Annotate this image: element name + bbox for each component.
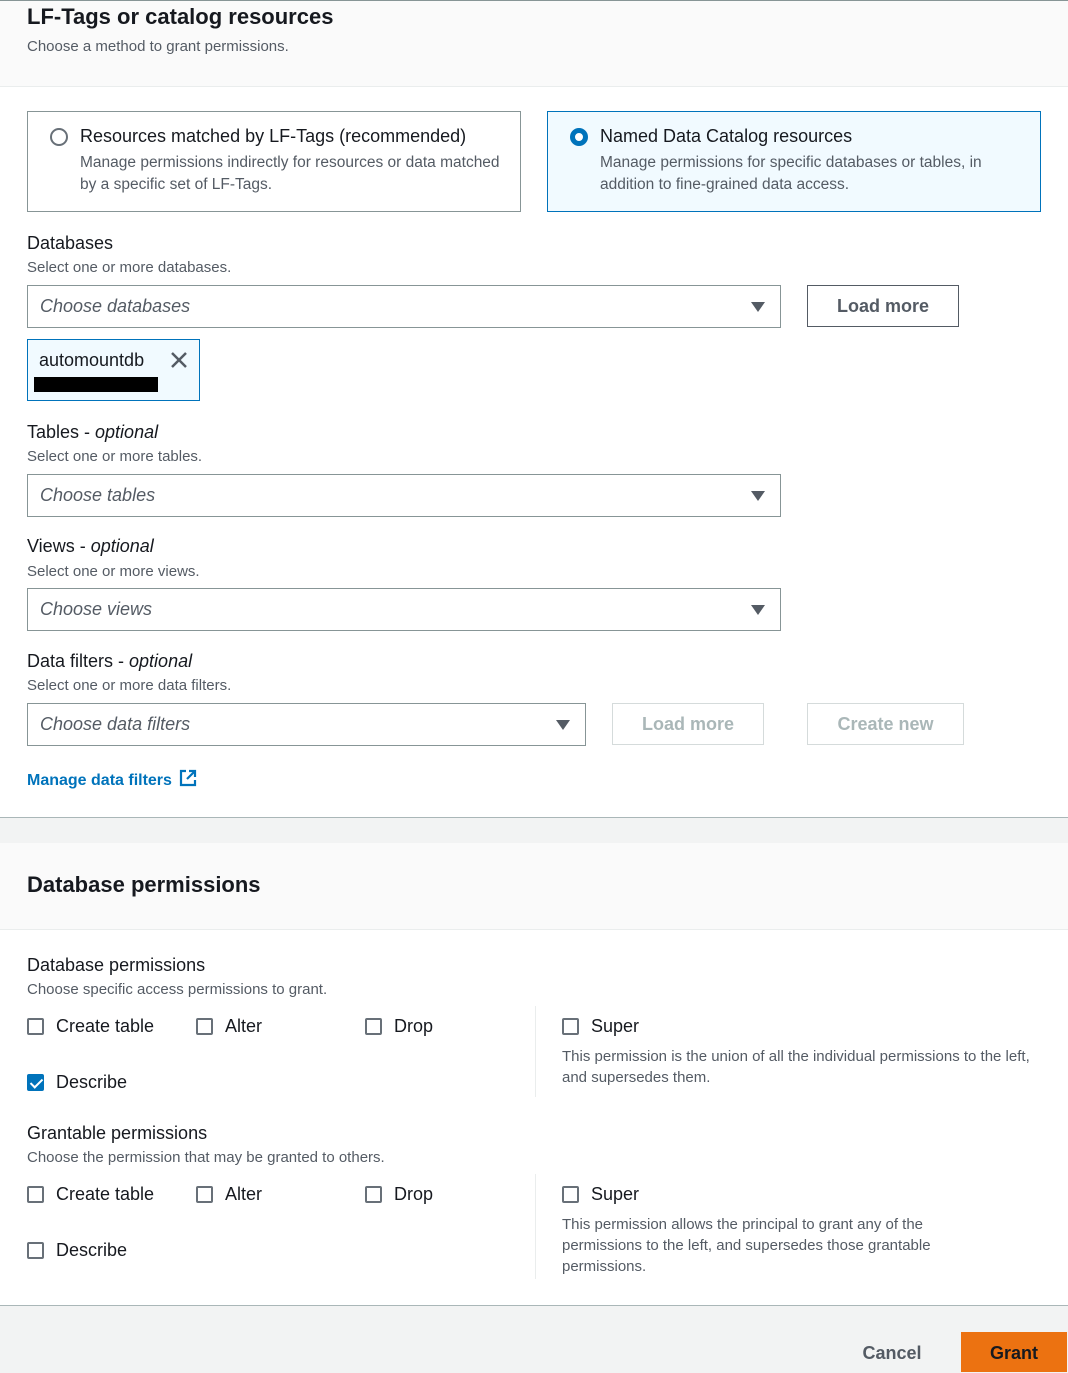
databases-description: Select one or more databases.: [27, 259, 232, 276]
grantable-checkbox-create-table-box[interactable]: [27, 1186, 44, 1203]
checkbox-alter[interactable]: [196, 1014, 262, 1038]
tables-description: Select one or more tables.: [27, 448, 203, 465]
views-placeholder: Choose views: [40, 599, 153, 619]
grantable-checkbox-drop[interactable]: [365, 1182, 433, 1206]
option-lf-tags-label: Resources matched by LF-Tags (recommended): [80, 126, 467, 146]
views-label: Views - optional: [27, 536, 154, 556]
data-filters-label-text: Data filters: [27, 651, 114, 671]
checkbox-super-box[interactable]: [562, 1018, 579, 1035]
checkbox-describe-label: Describe: [56, 1071, 128, 1092]
data-filters-optional: optional: [129, 651, 193, 671]
checkbox-alter-box[interactable]: [196, 1018, 213, 1035]
resources-panel-header: [0, 1, 1068, 87]
databases-load-more-button[interactable]: Load more: [807, 285, 959, 327]
grantable-permissions-description: Choose the permission that may be granted to others.: [27, 1149, 385, 1166]
selected-database-token: [27, 339, 200, 401]
checkbox-alter-label: Alter: [225, 1015, 263, 1036]
redacted-text: [34, 377, 158, 392]
permissions-title: Database permissions: [27, 872, 261, 897]
tables-label-text: Tables: [27, 422, 80, 442]
resources-title: LF-Tags or catalog resources: [27, 4, 334, 29]
caret-down-icon: [751, 491, 765, 501]
grantable-checkbox-alter[interactable]: [196, 1182, 262, 1206]
checkbox-drop[interactable]: [365, 1014, 433, 1038]
resources-description: Choose a method to grant permissions.: [27, 38, 289, 55]
grantable-checkbox-describe-box[interactable]: [27, 1242, 44, 1259]
checkbox-create-table[interactable]: [27, 1014, 154, 1038]
tables-placeholder: Choose tables: [40, 485, 156, 505]
manage-data-filters-link[interactable]: [27, 768, 198, 790]
permissions-panel-header: [0, 843, 1068, 930]
create-new-filter-button[interactable]: Create new: [807, 703, 964, 745]
checkbox-create-table-box[interactable]: [27, 1018, 44, 1035]
checkbox-super-label: Super: [591, 1015, 640, 1036]
caret-down-icon: [751, 302, 765, 312]
grantable-checkbox-describe[interactable]: [27, 1238, 127, 1262]
checkbox-create-table-label: Create table: [56, 1015, 155, 1036]
checkbox-describe-box[interactable]: [27, 1074, 44, 1091]
grantable-checkbox-describe-label: Describe: [56, 1239, 128, 1260]
caret-down-icon: [751, 605, 765, 615]
grant-button[interactable]: Grant: [961, 1332, 1067, 1372]
tables-optional: optional: [95, 422, 159, 442]
databases-placeholder: Choose databases: [40, 296, 191, 316]
option-named-resources-label: Named Data Catalog resources: [600, 126, 853, 146]
selected-database-label: automountdb: [39, 350, 145, 370]
external-link-icon: [178, 768, 198, 788]
option-lf-tags[interactable]: [27, 111, 521, 212]
close-icon[interactable]: [168, 349, 190, 371]
views-optional: optional: [90, 536, 154, 556]
option-lf-tags-description: Manage permissions indirectly for resources or data matched by a specific set of LF-Tags.: [80, 154, 500, 193]
divider: [535, 1006, 536, 1097]
grantable-super-description: This permission allows the principal to grant any of the permissions to the left, and supersedes those grantable permissions.: [562, 1216, 931, 1275]
checkbox-describe[interactable]: [27, 1070, 127, 1094]
grantable-checkbox-alter-label: Alter: [225, 1183, 263, 1204]
radio-named-resources[interactable]: [570, 128, 588, 146]
tables-select[interactable]: [27, 474, 781, 517]
data-filters-description: Select one or more data filters.: [27, 677, 232, 694]
grantable-checkbox-create-table[interactable]: [27, 1182, 154, 1206]
views-description: Select one or more views.: [27, 563, 200, 580]
cancel-button[interactable]: Cancel: [862, 1343, 922, 1363]
manage-data-filters-text: Manage data filters: [27, 772, 172, 789]
databases-label: Databases: [27, 233, 114, 253]
caret-down-icon: [556, 720, 570, 730]
grantable-checkbox-drop-box[interactable]: [365, 1186, 382, 1203]
grantable-permissions-label: Grantable permissions: [27, 1123, 208, 1143]
divider: [535, 1174, 536, 1279]
permissions-panel: [0, 843, 1068, 1306]
data-filters-label: Data filters - optional: [27, 651, 193, 671]
database-permissions-label: Database permissions: [27, 955, 206, 975]
grantable-checkbox-alter-box[interactable]: [196, 1186, 213, 1203]
databases-select[interactable]: [27, 285, 781, 328]
radio-lf-tags[interactable]: [50, 128, 68, 146]
checkbox-drop-label: Drop: [394, 1015, 434, 1036]
checkbox-drop-box[interactable]: [365, 1018, 382, 1035]
data-filters-load-more-button[interactable]: Load more: [612, 703, 764, 745]
option-named-resources[interactable]: [547, 111, 1041, 212]
grantable-checkbox-create-table-label: Create table: [56, 1183, 155, 1204]
views-label-text: Views: [27, 536, 75, 556]
grantable-checkbox-drop-label: Drop: [394, 1183, 434, 1204]
data-filters-placeholder: Choose data filters: [40, 714, 191, 734]
database-permissions-description: Choose specific access permissions to grant.: [27, 981, 328, 998]
grantable-checkbox-super[interactable]: [562, 1182, 639, 1206]
views-select[interactable]: [27, 588, 781, 631]
tables-label: Tables - optional: [27, 422, 159, 442]
data-filters-select[interactable]: [27, 703, 586, 746]
option-named-resources-description: Manage permissions for specific databases or tables, in addition to fine-grained data access.: [600, 154, 982, 193]
checkbox-super[interactable]: [562, 1014, 639, 1038]
grantable-checkbox-super-box[interactable]: [562, 1186, 579, 1203]
grantable-checkbox-super-label: Super: [591, 1183, 640, 1204]
super-description: This permission is the union of all the individual permissions to the left, and supersedes them.: [562, 1048, 1030, 1086]
